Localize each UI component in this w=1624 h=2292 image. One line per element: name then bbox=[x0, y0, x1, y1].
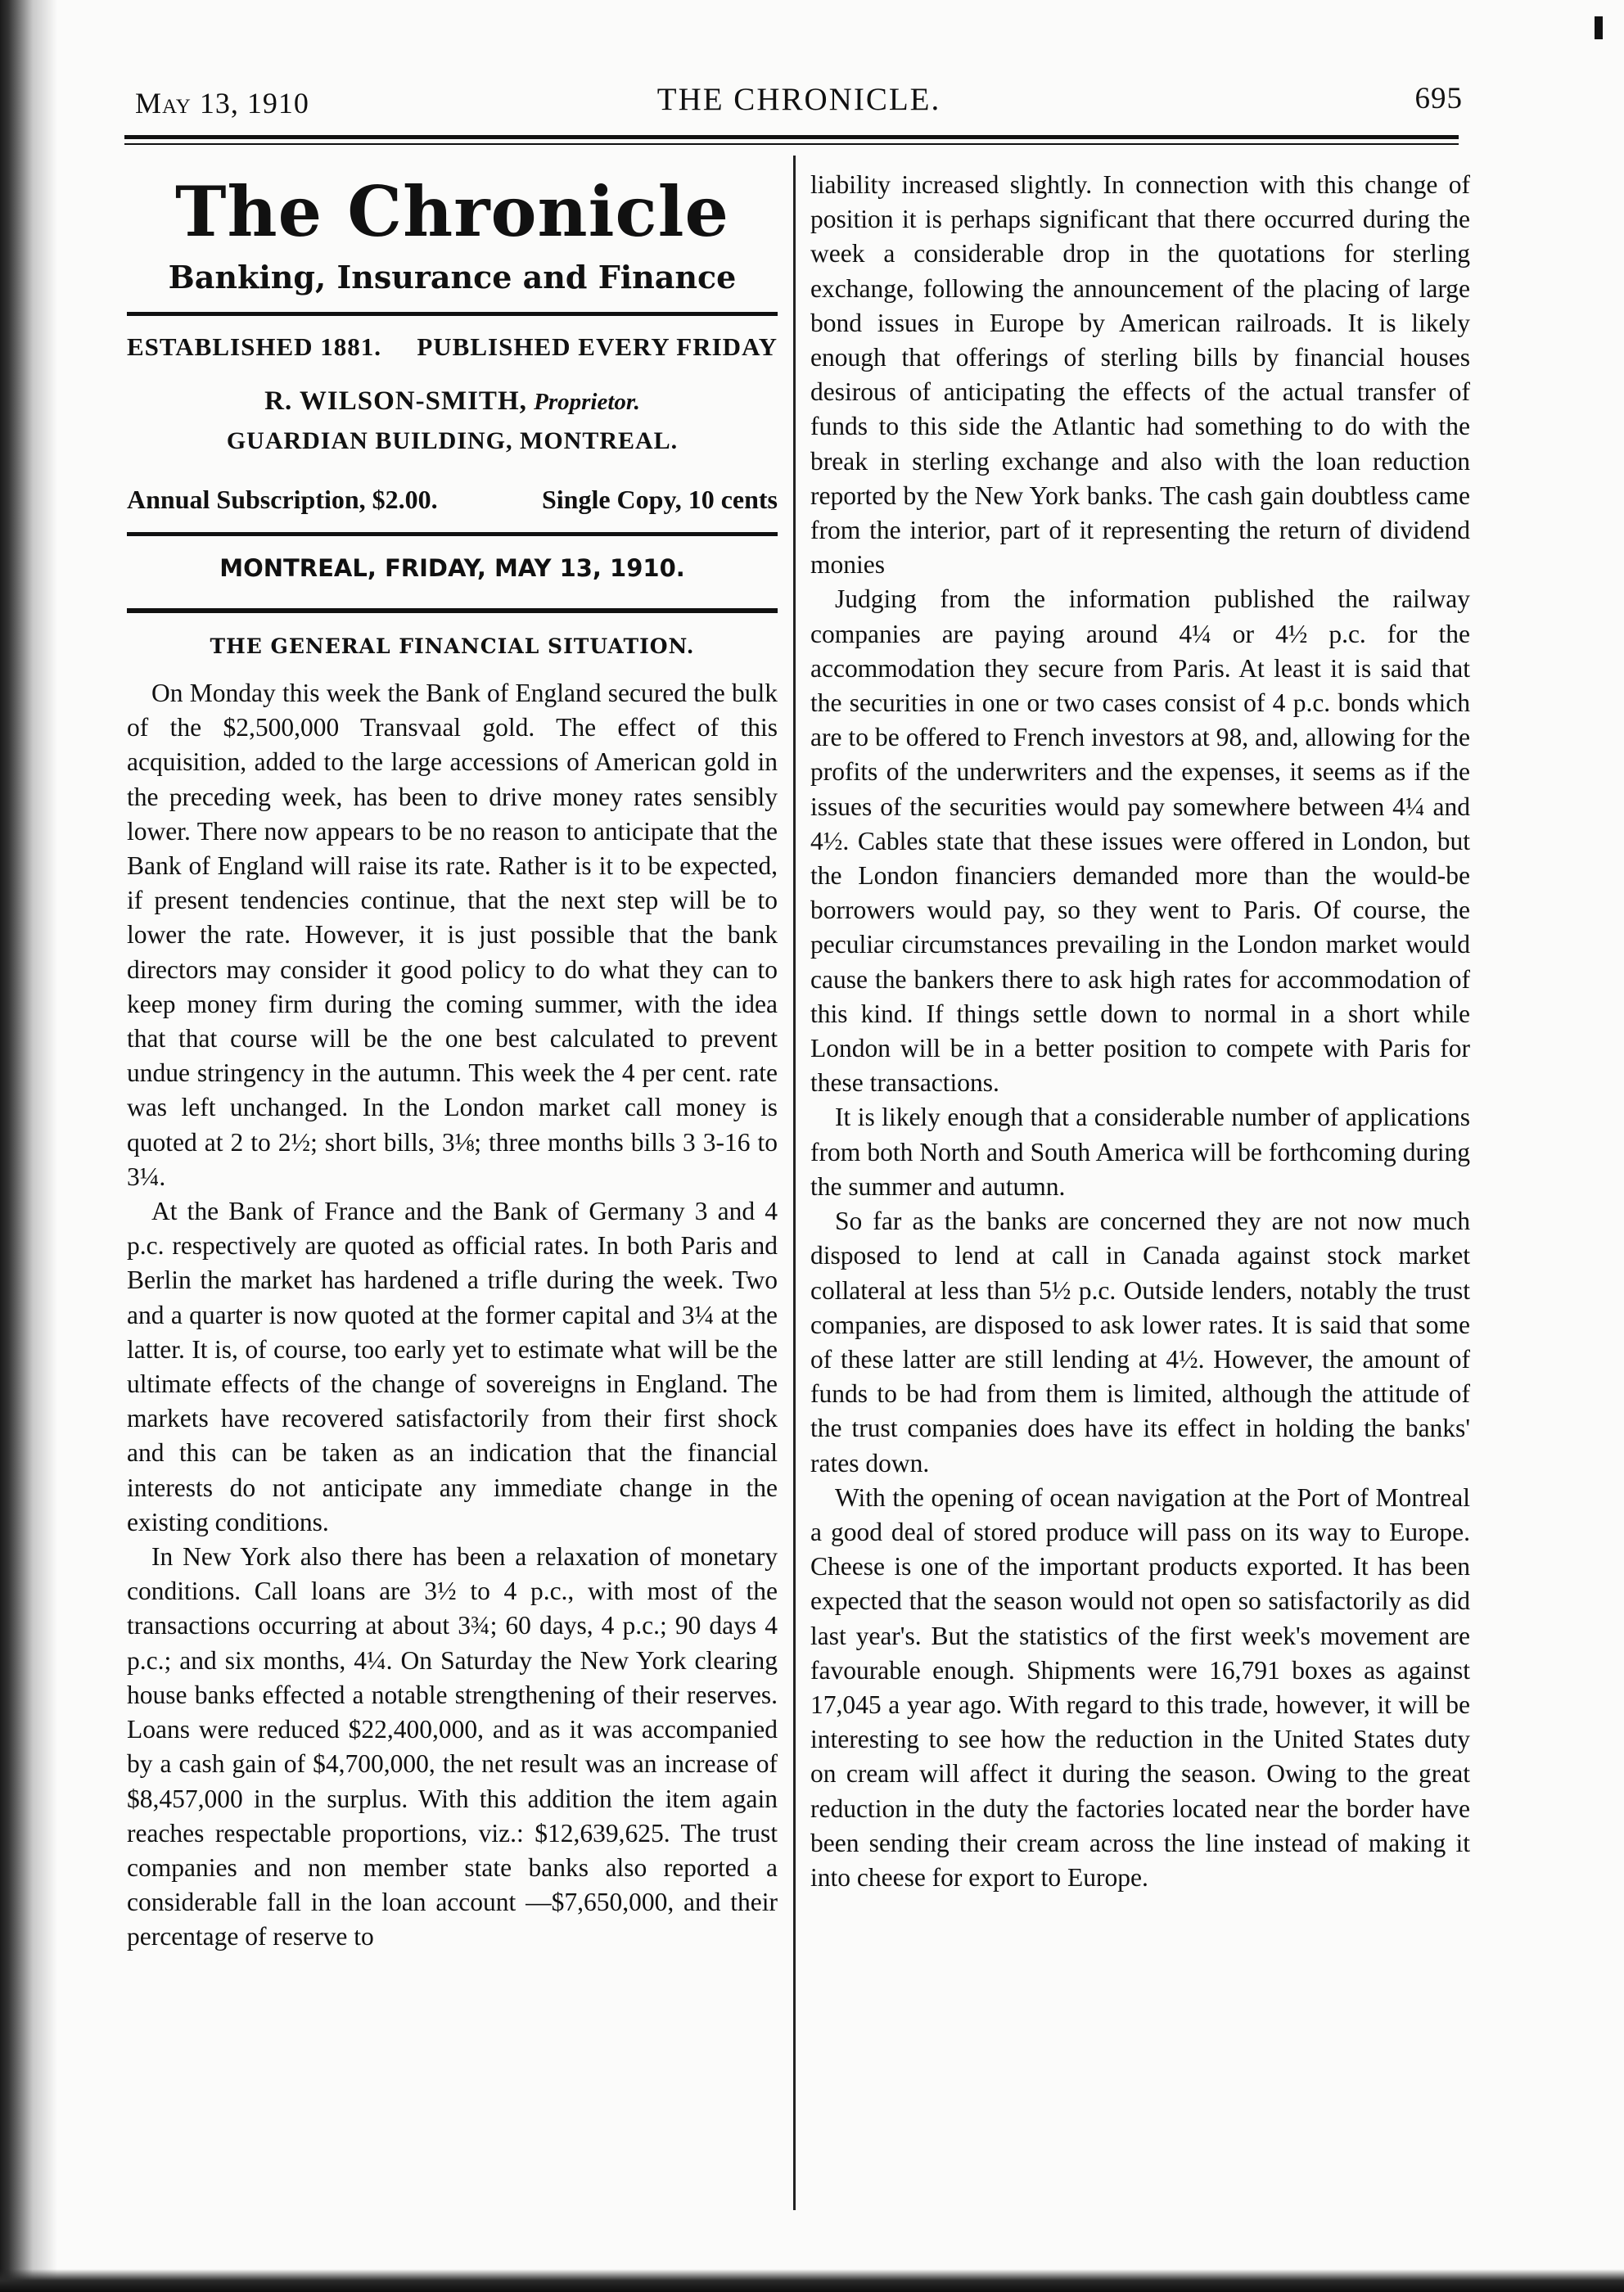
column-divider bbox=[793, 156, 796, 2210]
subscription-row bbox=[127, 485, 778, 521]
scan-shadow-bottom bbox=[0, 2269, 1624, 2292]
article-paragraph: So far as the banks are concerned they are not now much disposed to lend at call in Canada against stock market collateral at less than 5½ p.c. Outside lenders, notably the trust companies, are disposed to ask lower rates. It is said that some of these latter are still lending at 4½. However, the amount of funds to be had from them is limited, although the attitude of the trust companies does have its effect in holding the banks' rates down. bbox=[810, 1207, 1470, 1478]
established-text: ESTABLISHED 1881. bbox=[127, 332, 382, 361]
proprietor-line bbox=[127, 386, 778, 422]
proprietor-name: R. WILSON-SMITH, bbox=[264, 386, 527, 416]
article-paragraph: liability increased slightly. In connection with this change of position it is perhaps significant that there occurred during the week a considerable drop in the quotations for sterling exchange, following the announcement of the placing of large bond issues in Europe by American railroads. It is likely enough that offerings of sterling bills by financial houses desirous of anticipating the effects of the actual transfer of funds to this side the Atlantic had something to do with the break in sterling exchange and also with the loan reduction reported by the New York banks. The cash gain doubtless came from the interior, part of it representing the return of dividend monies bbox=[810, 170, 1470, 580]
published-text: PUBLISHED EVERY FRIDAY bbox=[417, 332, 778, 361]
article-paragraph: With the opening of ocean navigation at the Port of Montreal a good deal of stored produce will pass on its way to Europe. Cheese is one of the important products exported. It has been expected that the season would not open so satisfactorily as did last year's. But the statistics of the first week's movement are favourable enough. Shipments were 16,791 boxes as against 17,045 a year ago. With regard to this trade, however, it will be interesting to see how the reduction in the United States duty on cream will affect it during the season. Owing to the great reduction in the duty the factories located near the border have been sending their cream across the line instead of making it into cheese for export to Europe. bbox=[810, 1482, 1470, 1892]
header-rule bbox=[124, 135, 1459, 139]
header-date: May 13, 1910 bbox=[135, 87, 309, 120]
annual-subscription: Annual Subscription, $2.00. bbox=[127, 485, 438, 514]
dateline: MONTREAL, FRIDAY, MAY 13, 1910. bbox=[219, 554, 685, 582]
masthead-title: The Chronicle bbox=[175, 171, 729, 252]
page-number: 695 bbox=[1414, 82, 1463, 115]
established-row bbox=[127, 332, 778, 373]
single-copy-price: Single Copy, 10 cents bbox=[541, 485, 778, 514]
article-paragraph: It is likely enough that a considerable number of applications from both North and South America will be forthcoming during the summer and autumn. bbox=[810, 1103, 1470, 1201]
right-column bbox=[810, 168, 1470, 1895]
article-paragraph: On Monday this week the Bank of England secured the bulk of the $2,500,000 Transvaal gold. The effect of this acquisition, added to the large accessions of American gold in the preceding week, has been to drive money rates sensibly lower. There now appears to be no reason to anticipate that the Bank of England will raise its rate. Rather is it to be expected, if present tendencies continue, that the next step will be to lower the rate. However, it is just possible that the bank directors may consider it good policy to do what they can to keep money firm during the coming summer, with the idea that that course will be the one best calculated to prevent undue stringency in the autumn. This week the 4 per cent. rate was left unchanged. In the London market call money is quoted at 2 to 2½; short bills, 3⅛; three months bills 3 3-16 to 3¼. bbox=[127, 679, 778, 1191]
header-rule-thin bbox=[124, 143, 1459, 145]
proprietor-title: Proprietor. bbox=[534, 389, 640, 415]
scan-mark bbox=[1595, 16, 1603, 39]
article-paragraph: At the Bank of France and the Bank of Germany 3 and 4 p.c. respectively are quoted as official rates. In both Paris and Berlin the market has hardened a trifle during the week. Two and a quarter is now quoted at the former capital and 3¼ at the latter. It is, of course, too early yet to estimate what will be the ultimate effects of the change of sovereigns in England. The markets have recovered satisfactorily from their first shock and this can be taken as an indication that the financial interests do not anticipate any immediate change in the existing conditions. bbox=[127, 1197, 778, 1536]
dateline-rule bbox=[127, 608, 778, 613]
header-publication: THE CHRONICLE. bbox=[656, 82, 941, 117]
masthead-rule bbox=[127, 312, 778, 316]
masthead-subtitle: Banking, Insurance and Finance bbox=[168, 259, 737, 296]
subscription-rule bbox=[127, 532, 778, 536]
article-paragraph: Judging from the information published the railway companies are paying around 4¼ or 4½ p.c. for the accommodation they secure from Paris. At least it is said that the securities in one or two cases consist of 4 p.c. bonds which are to be offered to French investors at 98, and, allowing for the profits of the underwriters and the expenses, it seems as if the issues of the securities would pay somewhere between 4¼ and 4½. Cables state that these issues were offered in London, but the London financiers demanded more than the would-be borrowers would pay, so they went to Paris. Of course, the peculiar circumstances prevailing in the London market would cause the bankers there to ask high rates for accommodation of this kind. If things settle down to normal in a short while London will be in a better position to compete with Paris for these transactions. bbox=[810, 584, 1470, 1098]
scan-shadow-left bbox=[0, 0, 57, 2292]
article-paragraph: In New York also there has been a relaxation of monetary conditions. Call loans are 3½ to 4 p.c., with most of the transactions occurring at about 3¾; 60 days, 4 p.c.; 90 days 4 p.c.; and six months, 4¼. On Saturday the New York clearing house banks effected a notable strengthening of their reserves. Loans were reduced $22,400,000, and as it was accompanied by a cash gain of $4,700,000, the net result was an increase of $8,457,000 in the surplus. With this addition the item again reaches respectable proportions, viz.: $12,639,625. The trust companies and non member state banks also reported a considerable fall in the loan account —$7,650,000, and their percentage of reserve to bbox=[127, 1542, 778, 1951]
address: GUARDIAN BUILDING, MONTREAL. bbox=[226, 427, 679, 454]
running-header bbox=[135, 78, 1463, 127]
article-heading: THE GENERAL FINANCIAL SITUATION. bbox=[210, 634, 695, 658]
left-column bbox=[127, 168, 778, 1955]
